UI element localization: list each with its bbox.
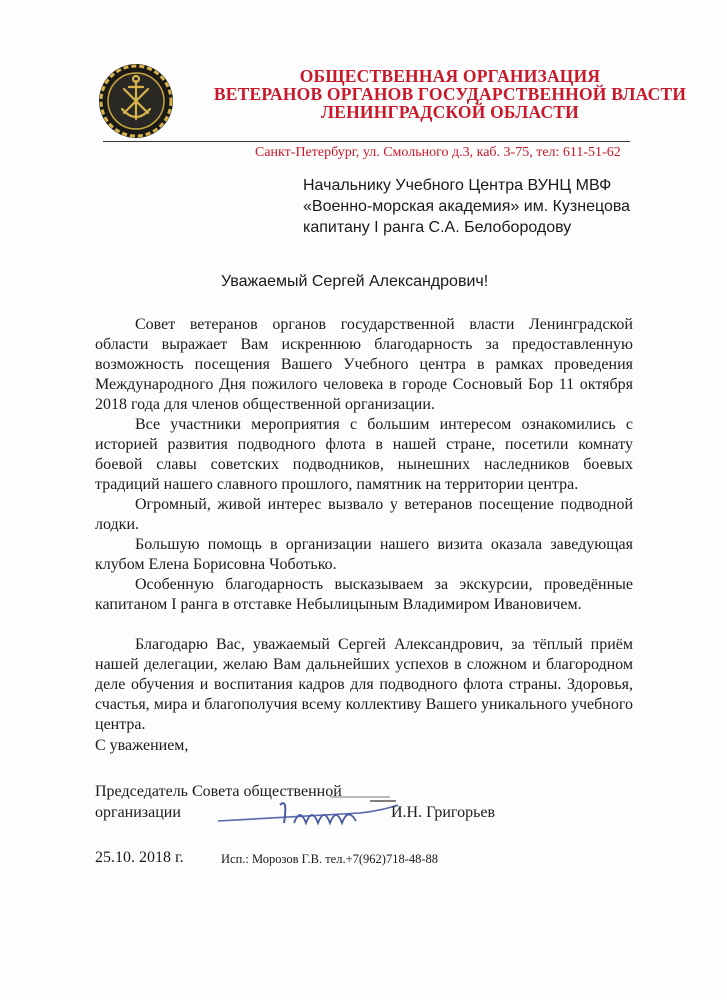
body-paragraph: Особенную благодарность высказываем за экскурсии, проведённые капитаном I ранга в отставке Небылицыным Владимиром Ивановичем. (95, 576, 633, 613)
body-paragraph: Благодарю Вас, уважаемый Сергей Александрович, за тёплый приём нашей делегации, желаю Вам дальнейших успехов в сложном и благородном деле обучения и воспитания кадров для подводного флота страны. Здоровья, счастья, мира и благополучия всему коллективу Вашего уникального учебного центра. (95, 636, 633, 733)
org-address: Санкт-Петербург, ул. Смольного д.3, каб. 3-75, тел: 611-51-62 (255, 145, 621, 160)
body-paragraph: Все участники мероприятия с большим интересом ознакомились с историей развития подводного флота в нашей стране, посетили комнату боевой славы советских подводников, нынешних наследников боевых традиций нашего славного прошлого, памятник на территории центра. (95, 416, 633, 493)
addressee-block (303, 175, 703, 238)
letter-body (95, 315, 633, 735)
letter-date: 25.10. 2018 г. (95, 849, 184, 866)
org-name-line-2: ВЕТЕРАНОВ ОРГАНОВ ГОСУДАРСТВЕННОЙ ВЛАСТИ (213, 84, 687, 104)
handwritten-signature (210, 783, 410, 843)
anchor-emblem-icon (98, 63, 174, 139)
executor-contact: Исп.: Морозов Г.В. тел.+7(962)718-48-88 (221, 852, 439, 866)
organization-title (200, 67, 700, 121)
addressee-line-3: капитану I ранга С.А. Белобородову (303, 219, 572, 236)
header-divider (103, 141, 630, 142)
body-paragraph: Совет ветеранов органов государственной власти Ленинградской области выражает Вам искреннюю благодарность за предоставленную возможность посещения Вашего Учебного центра в рамках проведения Международного Дня пожилого человека в городе Сосновый Бор 11 октября 2018 года для членов общественной организации. (95, 316, 633, 413)
body-paragraph: Большую помощь в организации нашего визита оказала заведующая клубом Елена Борисовна Чоботько. (95, 536, 633, 573)
signatory-name: И.Н. Григорьев (391, 804, 496, 821)
body-paragraph: Огромный, живой интерес вызвало у ветеранов посещение подводной лодки. (95, 496, 633, 533)
closing-phrase: С уважением, (95, 737, 189, 754)
addressee-line-2: «Военно-морская академия» им. Кузнецова (303, 198, 631, 215)
salutation: Уважаемый Сергей Александрович! (221, 273, 489, 290)
org-name-line-1: ОБЩЕСТВЕННАЯ ОРГАНИЗАЦИЯ (299, 66, 601, 86)
signatory-title-line-1: Председатель Совета общественной (95, 783, 342, 800)
org-name-line-3: ЛЕНИНГРАДСКОЙ ОБЛАСТИ (321, 102, 579, 122)
signatory-title-line-2: организации (95, 804, 181, 821)
addressee-line-1: Начальнику Учебного Центра ВУНЦ МВФ (303, 177, 612, 194)
